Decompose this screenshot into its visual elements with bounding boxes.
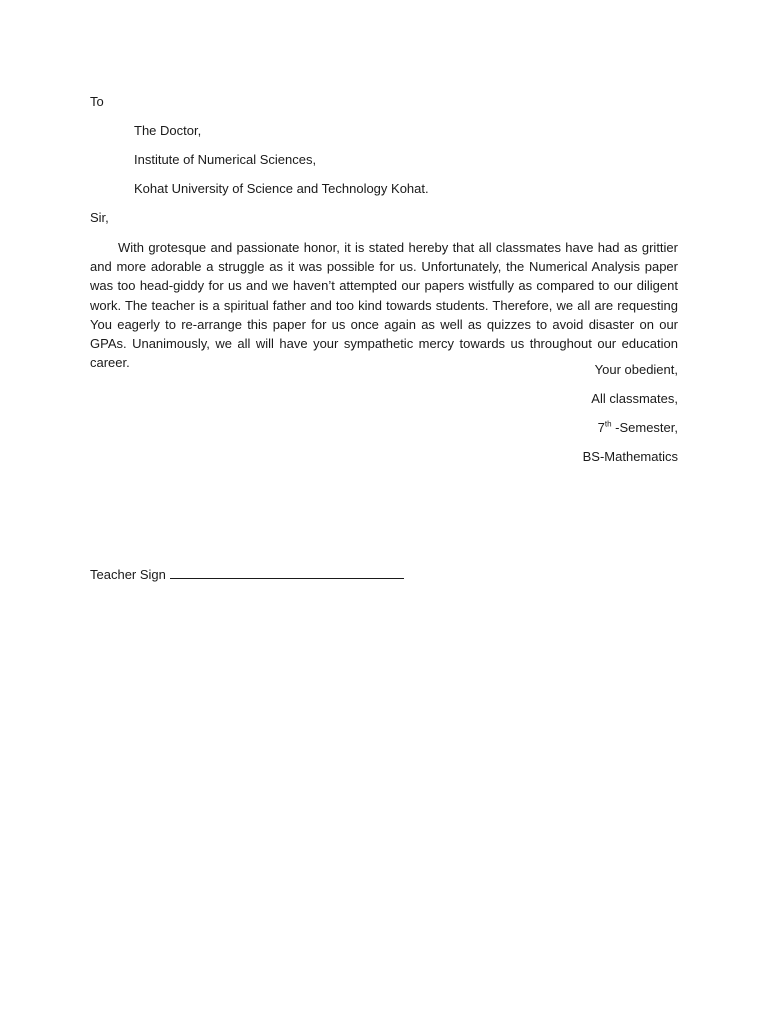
closing-semester (598, 420, 678, 436)
address-line-3: Kohat University of Science and Technology Kohat. (134, 181, 429, 196)
teacher-sign (90, 566, 404, 583)
signature-line[interactable] (170, 566, 404, 579)
teacher-sign-label: Teacher Sign (90, 567, 166, 582)
closing-line-4: BS-Mathematics (582, 449, 678, 464)
address-line-2: Institute of Numerical Sciences, (134, 152, 317, 167)
semester-ordinal: th (604, 419, 612, 429)
semester-text: -Semester, (611, 420, 678, 435)
closing-line-1: Your obedient, (594, 362, 678, 377)
salutation: Sir, (90, 210, 109, 225)
letter-body: With grotesque and passionate honor, it is stated hereby that all classmates have had as grittier and more adorable a struggle as it was possible for us. Unfortunately, the Numerical Analysis paper was too head-giddy for us and we haven’t attempted our papers wistfully as compared to our diligent work. The teacher is a spiritual father and too kind towards students. Therefore, we all are requesting You eagerly to re-arrange this paper for us once again as well as quizzes to avoid disaster on our GPAs. Unanimously, we all will have your sympathetic mercy towards us throughout our education career. (90, 240, 678, 371)
semester-number: 7 (597, 420, 605, 435)
address-line-1: The Doctor, (134, 123, 202, 138)
recipient-to: To (90, 94, 104, 109)
closing-line-2: All classmates, (591, 391, 678, 406)
